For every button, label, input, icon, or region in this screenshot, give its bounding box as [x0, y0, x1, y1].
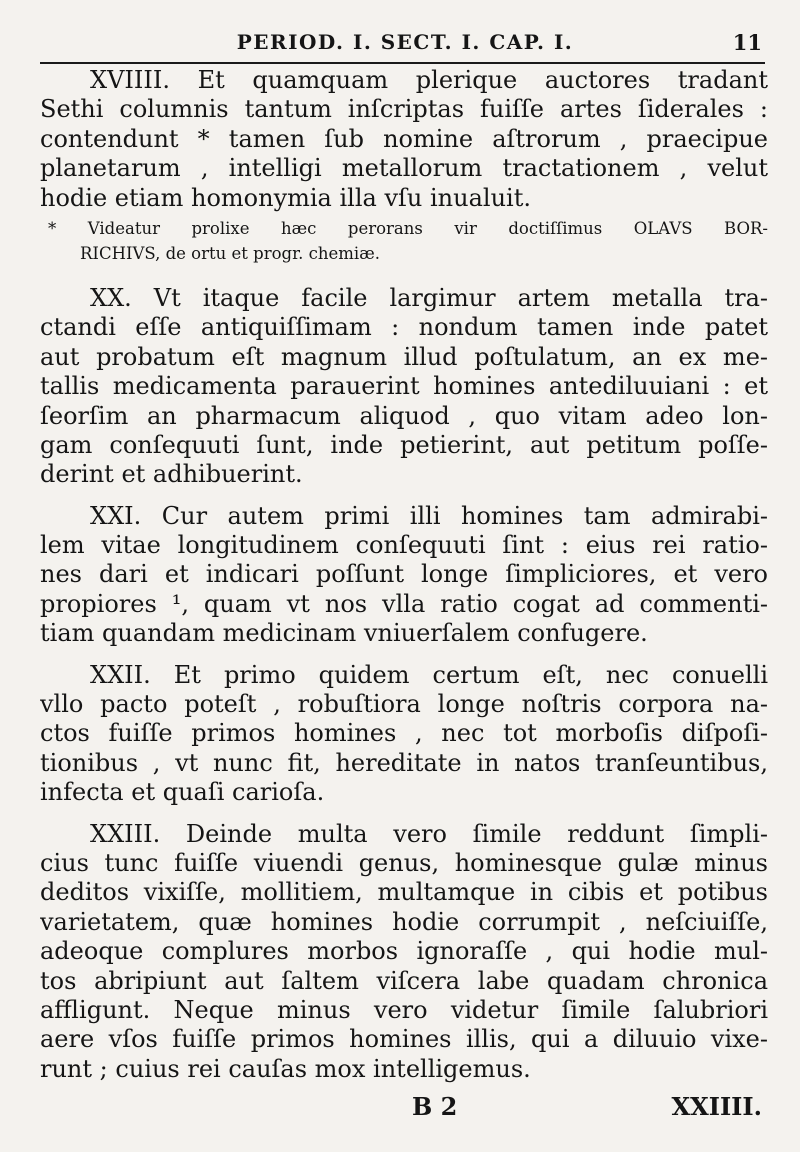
paragraph-gap	[40, 490, 768, 502]
text-line: ſeorſim an pharmacum aliquod , quo vitam adeo lon-	[40, 401, 768, 430]
paragraph	[40, 502, 768, 649]
signature-mark: B 2	[412, 1092, 458, 1121]
text-line: aere vſos fuiſſe primos homines illis, qui a diluuio vixe-	[40, 1025, 768, 1054]
text-line: affligunt. Neque minus vero videtur ſimile ſalubriori	[40, 995, 768, 1024]
text-line: tiam quandam medicinam vniuerſalem confugere.	[40, 619, 648, 648]
text-line: gam conſequuti ſunt, inde petierint, aut petitum poſſe-	[40, 430, 768, 459]
paragraph-gap	[40, 272, 768, 284]
page-header	[40, 30, 770, 60]
text-line: adeoque complures morbos ignoraſſe , qui hodie mul-	[40, 937, 768, 966]
catchword: XXIIII.	[671, 1092, 762, 1121]
text-line: derint et adhibuerint.	[40, 460, 303, 489]
footnote-line: RICHIVS, de ortu et progr. chemiæ.	[80, 243, 380, 263]
header-rule	[40, 62, 765, 64]
text-line: planetarum , intelligi metallorum tractationem , velut	[40, 154, 768, 183]
text-line: tos abripiunt aut ſaltem viſcera labe quadam chronica	[40, 966, 768, 995]
text-line: XVIIII. Et quamquam plerique auctores tradant	[90, 66, 768, 94]
text-line: deditos vixiſſe, mollitiem, multamque in cibis et potibus	[40, 878, 768, 907]
text-line: XX. Vt itaque facile largimur artem metalla tra-	[90, 283, 768, 312]
text-line: cius tunc fuiſſe viuendi genus, hominesque gulæ minus	[40, 848, 768, 877]
text-line: tionibus , vt nunc fit, hereditate in natos tranſeuntibus,	[40, 748, 768, 777]
text-line: Sethi columnis tantum inſcriptas fuiſſe artes ſiderales :	[40, 95, 768, 124]
paragraph	[40, 284, 768, 490]
paragraph	[40, 820, 768, 1085]
text-line: nes dari et indicari poſſunt longe ſimpliciores, et vero	[40, 560, 768, 589]
body-text	[40, 66, 768, 1084]
text-line: propiores ¹, quam vt nos vlla ratio cogat ad commenti-	[40, 589, 768, 618]
paragraph	[40, 661, 768, 808]
text-line: vllo pacto poteſt , robuſtiora longe noſtris corpora na-	[40, 690, 768, 719]
text-line: runt ; cuius rei cauſas mox intelligemus.	[40, 1054, 531, 1083]
text-line: hodie etiam homonymia illa vſu inualuit.	[40, 183, 531, 212]
text-line: ctos fuiſſe primos homines , nec tot morboſis diſpoſi-	[40, 719, 768, 748]
page-footer	[40, 1092, 768, 1126]
footnote-line: * Videatur prolixe hæc perorans vir doctiſſimus OLAVS BOR-	[48, 218, 768, 238]
paragraph-gap	[40, 808, 768, 820]
text-line: infecta et quaſi carioſa.	[40, 778, 325, 807]
text-line: lem vitae longitudinem conſequuti ſint : eius rei ratio-	[40, 531, 768, 560]
page-number: 11	[732, 30, 762, 55]
paragraph	[40, 66, 768, 266]
text-line: contendunt * tamen ſub nomine aſtrorum , praecipue	[40, 124, 768, 153]
text-line: XXIII. Deinde multa vero ſimile reddunt ſimpli-	[90, 819, 768, 848]
text-line: aut probatum eſt magnum illud poſtulatum, an ex me-	[40, 342, 768, 371]
text-line: varietatem, quæ homines hodie corrumpit , neſciuiſſe,	[40, 907, 768, 936]
text-line: XXII. Et primo quidem certum eſt, nec conuelli	[90, 660, 768, 689]
running-head: PERIOD. I. SECT. I. CAP. I.	[236, 30, 574, 54]
paragraph-gap	[40, 649, 768, 661]
text-line: tallis medicamenta parauerint homines antediluuiani : et	[40, 372, 768, 401]
text-line: ctandi eſſe antiquiſſimam : nondum tamen inde patet	[40, 313, 768, 342]
text-line: XXI. Cur autem primi illi homines tam admirabi-	[90, 501, 768, 530]
